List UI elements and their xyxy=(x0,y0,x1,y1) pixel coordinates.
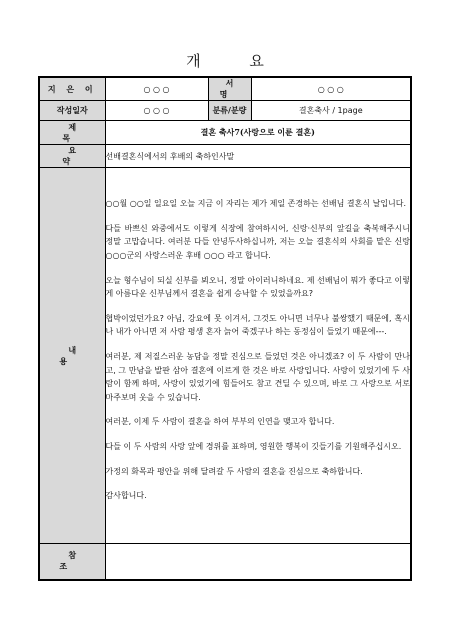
author-row xyxy=(39,77,411,101)
date-value: ○ ○ ○ xyxy=(105,101,208,121)
subject-row xyxy=(39,121,411,145)
paragraph: 다들 이 두 사람의 사랑 앞에 경위를 표하며, 영원한 행복이 깃들기를 기원해주십시오. xyxy=(105,441,402,451)
content-body xyxy=(105,168,411,544)
reference-row xyxy=(39,544,411,580)
paragraph: ○○월 ○○일 일요일 오늘 지금 이 자리는 제가 제일 존경하는 선배님 결혼식 날입니다. xyxy=(105,199,407,209)
author-value: ○ ○ ○ xyxy=(105,77,208,101)
summary-value: 선배결혼식에서의 후배의 축하인사말 xyxy=(105,145,411,168)
category-label: 분류/분량 xyxy=(208,101,251,121)
paragraph: 여러분, 제 저질스러운 농담을 정말 진심으로 들었던 것은 아니겠죠? 이 두 사람이 만나고, 그 만남을 발판 삼아 결혼에 이르게 한 것은 바로 사랑입니다. 사랑이 있었기에 두 사람이 함께 하며, 사랑이 있었기에 힘들어도 참고 견딜 수 있으며, 바로 그 사랑으로 서로 마주보며 웃을 수 있습니다. xyxy=(105,352,410,402)
date-label: 작성일자 xyxy=(39,101,105,121)
summary-row xyxy=(39,145,411,168)
subject-label: 제 목 xyxy=(39,121,105,145)
paragraph: 다들 바쁘신 와중에서도 이렇게 식장에 참여하시어, 신랑·신부의 앞길을 축복해주시니 정말 고맙습니다. 여러분 다들 안녕두사하십니까, 저는 오늘 결혼식의 사회를 맡은 신랑 ○○○군의 사랑스러운 후배 ○○○ 라고 합니다. xyxy=(105,223,410,261)
content-row xyxy=(39,168,411,544)
date-row xyxy=(39,101,411,121)
reference-value xyxy=(105,544,411,580)
category-value: 결혼축사 / 1page xyxy=(251,101,411,121)
reference-label: 참 조 xyxy=(39,544,105,580)
author-label: 지 은 이 xyxy=(39,77,105,101)
subject-value: 결혼 축사7(사랑으로 이룬 결혼) xyxy=(105,121,411,145)
paragraph: 감사합니다. xyxy=(105,491,147,501)
signature-label: 서 명 xyxy=(208,77,251,101)
content-label: 내 용 xyxy=(39,168,105,544)
paragraph: 오늘 형수님이 되실 신부를 뵈오니, 정말 아이러니하네요. 제 선배님이 뭐가 좋다고 이렇게 아름다운 신부님께서 결혼을 쉽게 승낙할 수 있었을까요? xyxy=(105,275,410,299)
signature-value: ○ ○ ○ xyxy=(251,77,411,101)
paragraph: 가정의 화목과 평안을 위해 달려갈 두 사람의 결혼을 진심으로 축하합니다. xyxy=(105,466,363,476)
page-title: 개 요 xyxy=(186,52,286,70)
summary-table xyxy=(38,76,412,581)
summary-label: 요 약 xyxy=(39,145,105,168)
paragraph: 여러분, 이제 두 사람이 결혼을 하여 부부의 인연을 맺고자 합니다. xyxy=(105,417,335,427)
paragraph: 협박이었던가요? 아님, 강요에 못 이겨서, 그것도 아니면 너무나 불쌍했기 때문에, 혹시나 내가 아니면 저 사람 평생 혼자 늙어 죽겠구나 하는 동정심이 들었기 때문에---. xyxy=(105,313,410,337)
